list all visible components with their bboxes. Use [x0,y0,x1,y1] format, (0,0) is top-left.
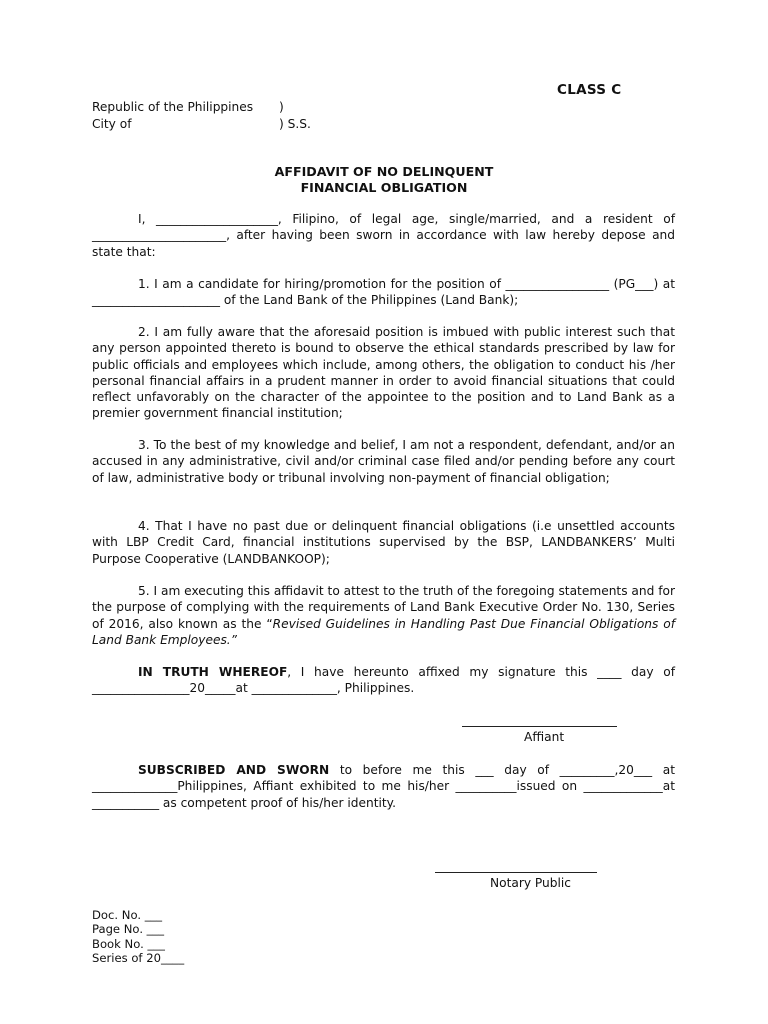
truth-whereof-text: , I have hereunto affixed my signature this ____ day of ________________20_____at ______________, Philippines. [92,665,675,696]
item-1-text: 1. I am a candidate for hiring/promotion for the position of _________________ (PG___) at _____________________ of the Land Bank of the Philippines (Land Bank); [92,277,675,308]
document-title-line2: FINANCIAL OBLIGATION [300,180,468,195]
item-5-text: 5. I am executing this affidavit to attest to the truth of the foregoing statements and for the purpose of complying with the requirements of Land Bank Executive Order No. 130, Series of 2016, also known as the “ [92,584,675,631]
item-2-paragraph [92,324,675,422]
subscribed-sworn-paragraph [92,762,675,811]
venue-city: City of [92,117,132,131]
truth-whereof-lead: IN TRUTH WHEREOF [138,665,288,679]
notarial-register [92,908,184,965]
item-1-paragraph [92,276,675,309]
intro-text: I, ____________________, Filipino, of legal age, single/married, and a resident of ______________________, after having been sworn in accordance with law hereby depose and state that: [92,212,675,259]
page-no: Page No. ___ [92,922,165,937]
affiant-signature-line [462,726,617,727]
notary-public-label: Notary Public [490,876,571,890]
document-title-line1: AFFIDAVIT OF NO DELINQUENT [274,164,494,179]
item-2-text: 2. I am fully aware that the aforesaid position is imbued with public interest such that any person appointed thereto is bound to observe the ethical standards prescribed by law for public officials and employees which include, among others, the obligation to conduct his /her personal financial affairs in a prudent manner in order to avoid financial situations that could reflect unfavorably on the character of the appointee to the position and to Land Bank as a premier government financial institution; [92,325,675,421]
class-label: CLASS C [557,82,622,98]
intro-paragraph [92,211,675,260]
item-3-paragraph [92,437,675,486]
venue-ss: ) S.S. [279,117,311,131]
item-4-paragraph [92,518,675,567]
subscribed-sworn-lead: SUBSCRIBED AND SWORN [138,763,330,777]
series-of: Series of 20____ [92,950,185,965]
item-3-text: 3. To the best of my knowledge and belief, I am not a respondent, defendant, and/or an accused in any administrative, civil and/or criminal case filed and/or pending before any court of law, administrative body or tribunal involving non-payment of financial obligation; [92,438,675,485]
venue-country: Republic of the Philippines [92,100,254,114]
truth-whereof-paragraph [92,664,675,697]
doc-no: Doc. No. ___ [92,908,163,922]
affiant-label: Affiant [524,730,565,744]
venue-paren: ) [279,100,284,114]
item-4-text: 4. That I have no past due or delinquent financial obligations (i.e unsettled accounts with LBP Credit Card, financial institutions supervised by the BSP, LANDBANKERS’ Multi Purpose Cooperative (LANDBANKOOP); [92,519,675,566]
item-5-italic-title: Revised Guidelines in Handling Past Due Financial Obligations of Land Bank Employees.” [92,616,675,647]
book-no: Book No. ___ [92,936,165,951]
notary-signature-line [435,872,597,873]
item-5-paragraph [92,583,675,648]
subscribed-sworn-text: to before me this ___ day of _________,20___ at ______________Philippines, Affiant exhibited to me his/her __________issued on _____________at ___________ as competent proof of his/her identity. [92,763,675,810]
